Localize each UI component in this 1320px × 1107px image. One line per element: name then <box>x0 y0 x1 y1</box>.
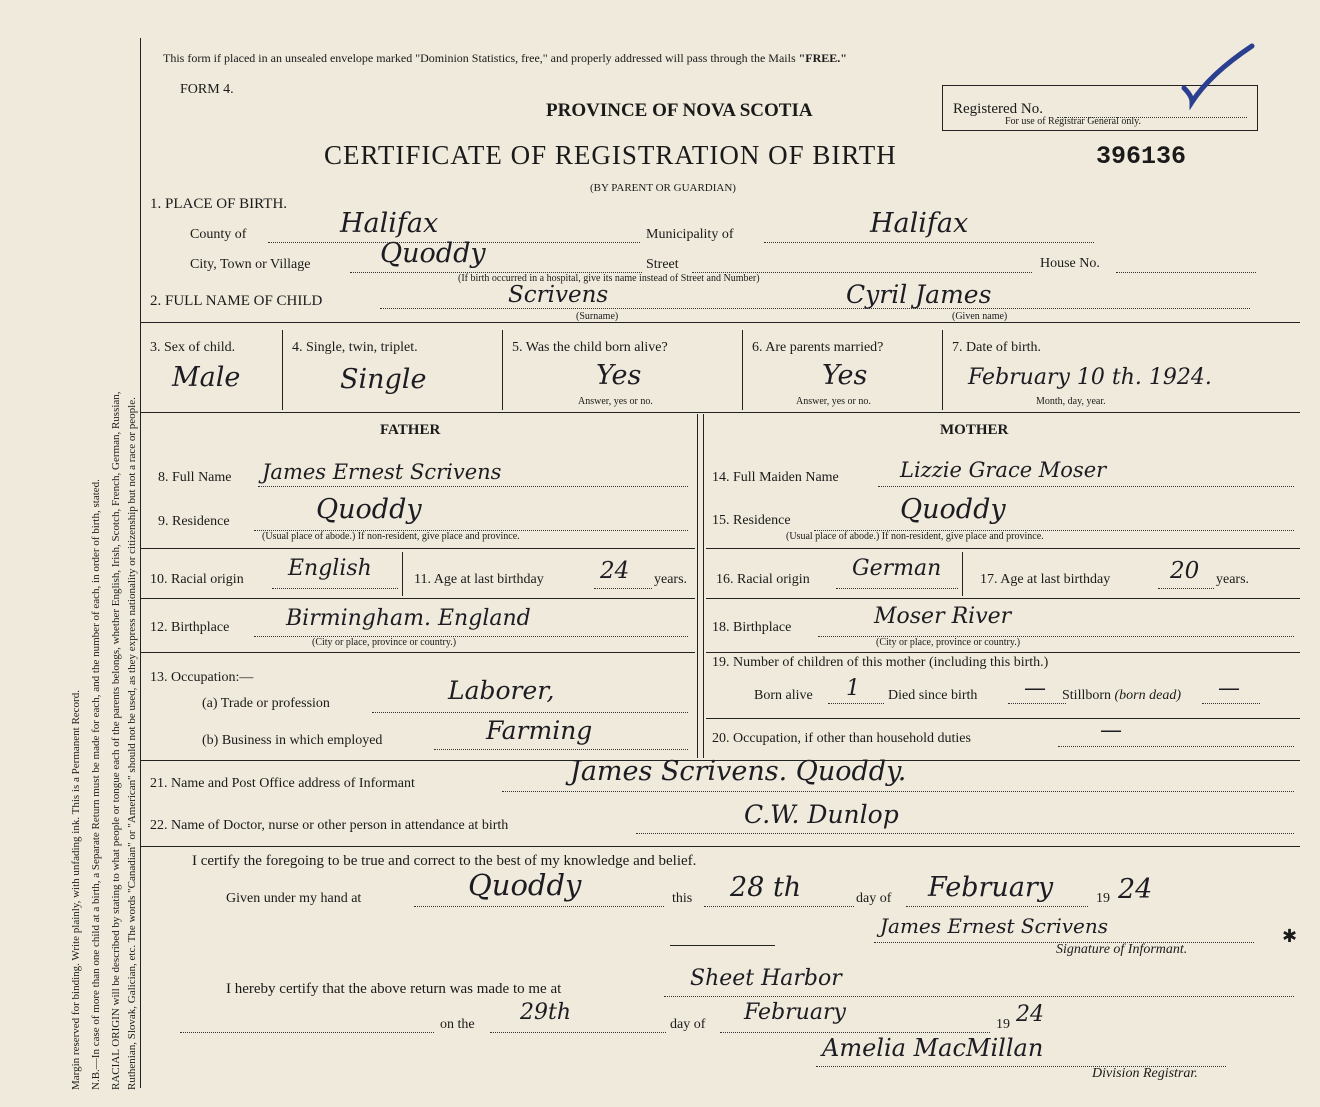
underline <box>434 749 688 750</box>
father-name-label: 8. Full Name <box>158 470 232 485</box>
stillborn-value: — <box>1218 676 1240 701</box>
born-alive-count-value: 1 <box>846 676 860 701</box>
plurality-value: Single <box>340 364 427 395</box>
underline <box>490 1032 666 1033</box>
on-the-label: on the <box>440 1017 475 1032</box>
married-answer: Yes <box>822 360 868 391</box>
occupation-label: 13. Occupation:— <box>150 670 254 685</box>
hospital-note: (If birth occurred in a hospital, give its name instead of Street and Number) <box>458 273 760 284</box>
registrar-certify-text: I hereby certify that the above return was made to me at <box>226 981 562 997</box>
full-name-label: 2. FULL NAME OF CHILD <box>150 293 323 309</box>
father-birthplace-note: (City or place, province or country.) <box>312 637 457 648</box>
underline <box>1116 272 1256 273</box>
father-age-value: 24 <box>600 558 630 584</box>
born-alive-note: Answer, yes or no. <box>578 396 653 407</box>
rule <box>706 718 1300 719</box>
given-name-label: (Given name) <box>952 311 1008 322</box>
rule <box>140 548 695 549</box>
divider <box>942 330 943 410</box>
signature-label: Signature of Informant. <box>1056 942 1188 957</box>
rule <box>140 846 1300 847</box>
underline <box>1008 703 1066 704</box>
page-subtitle: (BY PARENT OR GUARDIAN) <box>590 182 736 194</box>
underline <box>1158 588 1214 589</box>
mother-racial-label: 16. Racial origin <box>716 572 810 587</box>
father-heading: FATHER <box>380 422 441 438</box>
trade-label: (a) Trade or profession <box>202 696 330 711</box>
children-count-label: 19. Number of children of this mother (including this birth.) <box>712 655 1049 670</box>
died-label: Died since birth <box>888 688 978 703</box>
underline <box>664 996 1294 997</box>
business-value: Farming <box>486 716 593 745</box>
father-residence-value: Quoddy <box>316 494 422 525</box>
informant-value: James Scrivens. Quoddy. <box>570 756 907 787</box>
underline <box>1202 703 1260 704</box>
father-birthplace-value: Birmingham. England <box>286 606 531 631</box>
asterisk-mark-icon: ✱ <box>1282 926 1298 946</box>
father-mother-divider <box>697 414 698 758</box>
registrar-note: For use of Registrar General only. <box>1005 116 1141 127</box>
mother-heading: MOTHER <box>940 422 1009 438</box>
born-alive-question: 5. Was the child born alive? <box>512 340 668 355</box>
registrar-month-value: February <box>744 1000 846 1025</box>
underline <box>878 486 1294 487</box>
margin-note-3: RACIAL ORIGIN will be described by stating to what people or tongue each of the parents belongs, whether English, Irish, Scotch, French, German, Russian, <box>110 391 122 1090</box>
underline <box>272 588 398 589</box>
sex-value: Male <box>172 362 241 393</box>
margin-note-4: Ruthenian, Slovak, Galician, etc. The words "Canadian" or "American" should not be used, as they express nationality or citizenship but not a race or people. <box>126 397 138 1090</box>
underline <box>258 486 688 487</box>
place-of-birth-label: 1. PLACE OF BIRTH. <box>150 196 288 212</box>
mail-note-free: "FREE." <box>798 51 847 65</box>
rule-after-name <box>140 322 1300 323</box>
mother-residence-value: Quoddy <box>900 494 1006 525</box>
divider <box>703 414 704 758</box>
birth-date-value: February 10 th. 1924. <box>968 365 1212 390</box>
page-title: CERTIFICATE OF REGISTRATION OF BIRTH <box>324 140 897 170</box>
county-label: County of <box>190 227 247 242</box>
mother-age-label: 17. Age at last birthday <box>980 572 1111 587</box>
rule <box>140 598 695 599</box>
mother-occupation-value: — <box>1100 718 1122 743</box>
father-residence-note: (Usual place of abode.) If non-resident, give place and province. <box>262 531 520 542</box>
given-under-label: Given under my hand at <box>226 891 362 906</box>
county-value: Halifax <box>340 208 439 239</box>
certify-text: I certify the foregoing to be true and correct to the best of my knowledge and belief. <box>192 853 697 869</box>
informant-signature: James Ernest Scrivens <box>880 914 1109 938</box>
underline <box>720 1032 990 1033</box>
mother-birthplace-value: Moser River <box>874 604 1012 629</box>
underline <box>414 906 664 907</box>
rule <box>670 945 775 946</box>
father-age-label: 11. Age at last birthday <box>414 572 544 587</box>
mail-note-text: This form if placed in an unsealed envelope marked "Dominion Statistics, free," and properly addressed will pass through the Mails <box>163 51 796 65</box>
surname-value: Scrivens <box>508 282 609 308</box>
province-heading: PROVINCE OF NOVA SCOTIA <box>546 100 813 121</box>
mail-note <box>163 51 847 66</box>
underline <box>594 588 652 589</box>
registrar-label: Division Registrar. <box>1092 1066 1198 1081</box>
mother-occupation-label: 20. Occupation, if other than household duties <box>712 731 971 746</box>
rule <box>706 548 1300 549</box>
registrar-signature: Amelia MacMillan <box>822 1034 1044 1062</box>
divider <box>962 552 963 596</box>
month-value: February <box>928 872 1054 903</box>
house-label: House No. <box>1040 256 1100 271</box>
trade-value: Laborer, <box>448 676 555 705</box>
father-age-unit: years. <box>654 572 688 587</box>
divider <box>282 330 283 410</box>
divider <box>402 552 403 596</box>
mother-birthplace-note: (City or place, province or country.) <box>876 637 1021 648</box>
underline <box>380 308 1250 309</box>
rule <box>140 652 695 653</box>
underline <box>180 1032 434 1033</box>
divider <box>502 330 503 410</box>
underline <box>372 712 688 713</box>
form-number: FORM 4. <box>180 82 234 97</box>
stillborn-note: (born dead) <box>1114 688 1182 703</box>
year-value: 24 <box>1118 874 1153 905</box>
day-value: 28 th <box>730 872 802 903</box>
birth-date-label: 7. Date of birth. <box>952 340 1042 355</box>
father-name-value: James Ernest Scrivens <box>262 460 502 484</box>
certificate-number: 396136 <box>1096 142 1187 171</box>
form-left-border <box>140 38 141 1088</box>
registrar-day-value: 29th <box>520 1000 572 1025</box>
mother-age-value: 20 <box>1170 558 1200 584</box>
born-alive-answer: Yes <box>596 360 642 391</box>
registrar-year-prefix: 19 <box>996 1017 1010 1032</box>
city-value: Quoddy <box>380 238 486 269</box>
underline <box>704 906 854 907</box>
business-label: (b) Business in which employed <box>202 733 383 748</box>
underline <box>636 833 1294 834</box>
plurality-label: 4. Single, twin, triplet. <box>292 340 418 355</box>
municipality-label: Municipality of <box>646 227 734 242</box>
underline <box>502 791 1294 792</box>
street-label: Street <box>646 257 679 272</box>
father-residence-label: 9. Residence <box>158 514 230 529</box>
registrar-day-of-label: day of <box>670 1017 706 1032</box>
registered-label: Registered No. <box>953 101 1043 117</box>
registrar-year-value: 24 <box>1016 1002 1044 1027</box>
father-birthplace-label: 12. Birthplace <box>150 620 230 635</box>
municipality-value: Halifax <box>870 208 969 239</box>
registrar-place-value: Sheet Harbor <box>690 966 842 991</box>
born-alive-count-label: Born alive <box>754 688 813 703</box>
stillborn-text: Stillborn <box>1062 688 1112 703</box>
married-note: Answer, yes or no. <box>796 396 871 407</box>
mother-birthplace-label: 18. Birthplace <box>712 620 792 635</box>
underline <box>906 906 1088 907</box>
mother-residence-note: (Usual place of abode.) If non-resident, give place and province. <box>786 531 1044 542</box>
married-question: 6. Are parents married? <box>752 340 884 355</box>
underline <box>1058 746 1294 747</box>
check-mark-icon <box>1178 40 1258 110</box>
stillborn-label <box>1062 688 1181 704</box>
city-label: City, Town or Village <box>190 257 311 272</box>
divider <box>742 330 743 410</box>
died-value: — <box>1024 676 1046 701</box>
surname-label: (Surname) <box>576 311 619 322</box>
underline <box>836 588 958 589</box>
year-prefix: 19 <box>1096 891 1110 906</box>
rule <box>706 652 1300 653</box>
margin-note-1: Margin reserved for binding. Write plainly, with unfading ink. This is a Permanent Record. <box>70 690 82 1090</box>
attendant-value: C.W. Dunlop <box>744 800 899 829</box>
day-of-label: day of <box>856 891 892 906</box>
attendant-label: 22. Name of Doctor, nurse or other person in attendance at birth <box>150 818 509 833</box>
rule <box>706 598 1300 599</box>
father-racial-value: English <box>288 556 372 581</box>
given-place-value: Quoddy <box>468 868 582 902</box>
underline <box>828 703 884 704</box>
birth-date-note: Month, day, year. <box>1036 396 1106 407</box>
sex-label: 3. Sex of child. <box>150 340 236 355</box>
mother-racial-value: German <box>852 556 942 581</box>
informant-label: 21. Name and Post Office address of Informant <box>150 776 415 791</box>
rule-after-row3 <box>140 412 1300 413</box>
mother-residence-label: 15. Residence <box>712 513 791 528</box>
mother-age-unit: years. <box>1216 572 1250 587</box>
margin-note-2: N.B.—In case of more than one child at a birth, a Separate Return must be made for each, and the number of each, in order of birth, stated. <box>90 479 102 1090</box>
mother-name-label: 14. Full Maiden Name <box>712 470 839 485</box>
mother-name-value: Lizzie Grace Moser <box>900 458 1107 482</box>
father-racial-label: 10. Racial origin <box>150 572 244 587</box>
underline <box>764 242 1094 243</box>
this-label: this <box>672 891 693 906</box>
given-name-value: Cyril James <box>846 280 992 309</box>
